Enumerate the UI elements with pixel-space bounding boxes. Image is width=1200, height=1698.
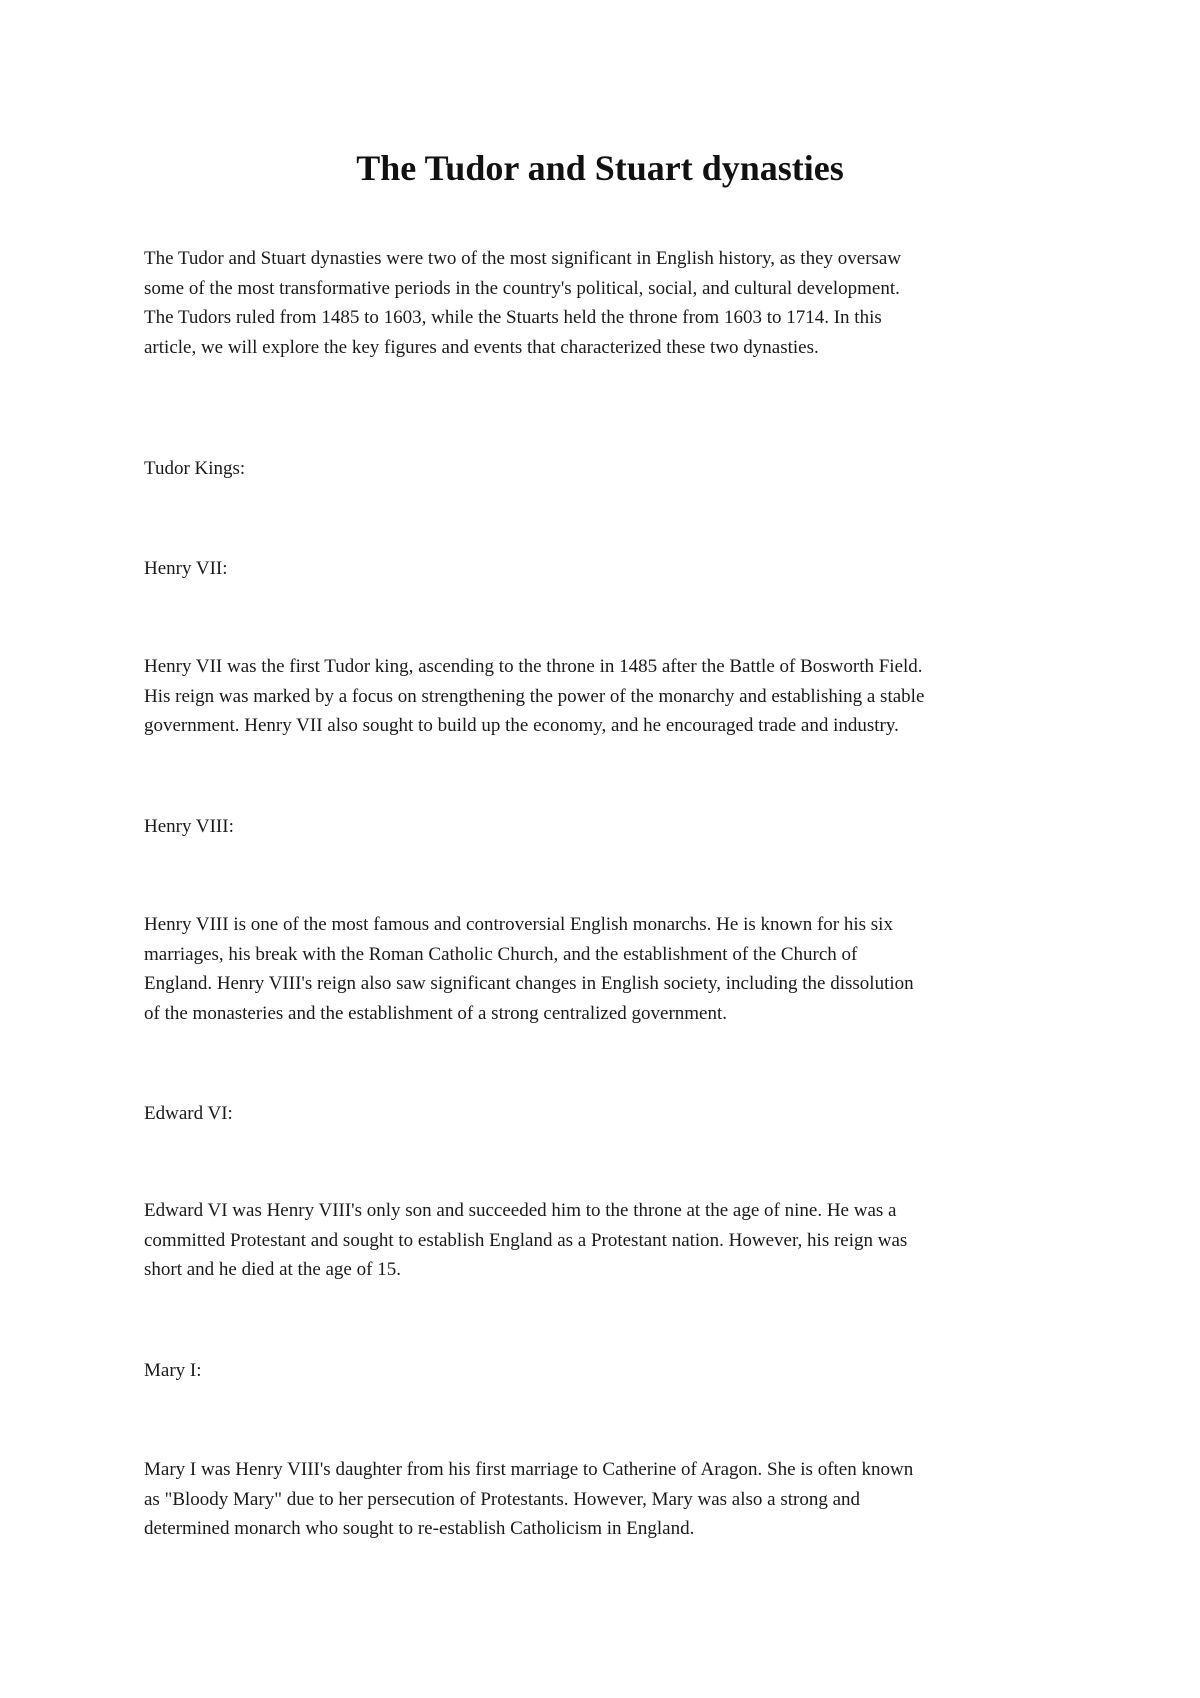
description-line: His reign was marked by a focus on strengthening the power of the monarchy and establishing a stable: [144, 685, 925, 707]
description-line: Henry VII was the first Tudor king, ascending to the throne in 1485 after the Battle of Bosworth Field.: [144, 656, 923, 677]
intro-line: The Tudors ruled from 1485 to 1603, while the Stuarts held the throne from 1603 to 1714. In this: [144, 307, 882, 328]
description-line: England. Henry VIII's reign also saw significant changes in English society, including the dissolution: [144, 973, 914, 994]
description-line: government. Henry VII also sought to build up the economy, and he encouraged trade and industry.: [144, 715, 899, 736]
description-line: of the monasteries and the establishment of a strong centralized government.: [144, 1002, 728, 1024]
monarch-heading-mary-i: Mary I:: [144, 1360, 202, 1381]
description-line: Henry VIII is one of the most famous and controversial English monarchs. He is known for his six: [144, 914, 893, 935]
description-line: Edward VI was Henry VIII's only son and succeeded him to the throne at the age of nine. He was a: [144, 1200, 897, 1221]
description-line: marriages, his break with the Roman Catholic Church, and the establishment of the Church of: [144, 943, 858, 965]
document-title: The Tudor and Stuart dynasties: [356, 148, 844, 188]
monarch-description-edward-vi: [144, 1196, 1074, 1285]
intro-line: article, we will explore the key figures and events that characterized these two dynasties.: [144, 336, 819, 358]
monarch-description-henry-vii: [144, 652, 1074, 741]
monarch-description-henry-viii: [144, 910, 1074, 1028]
monarch-heading-edward-vi: Edward VI:: [144, 1103, 233, 1124]
intro-paragraph: [144, 244, 1074, 362]
monarch-description-mary-i: [144, 1455, 1074, 1544]
section-heading-tudor-kings: Tudor Kings:: [144, 458, 246, 479]
monarch-heading-henry-vii: Henry VII:: [144, 558, 228, 579]
description-line: Mary I was Henry VIII's daughter from his first marriage to Catherine of Aragon. She is often known: [144, 1459, 914, 1480]
description-line: committed Protestant and sought to establish England as a Protestant nation. However, his reign was: [144, 1229, 908, 1251]
intro-line: The Tudor and Stuart dynasties were two of the most significant in English history, as they oversaw: [144, 248, 902, 269]
description-line: as "Bloody Mary" due to her persecution of Protestants. However, Mary was also a strong and: [144, 1488, 861, 1510]
intro-line: some of the most transformative periods in the country's political, social, and cultural development.: [144, 277, 900, 299]
description-line: determined monarch who sought to re-establish Catholicism in England.: [144, 1518, 695, 1539]
monarch-heading-henry-viii: Henry VIII:: [144, 816, 234, 837]
description-line: short and he died at the age of 15.: [144, 1259, 401, 1280]
